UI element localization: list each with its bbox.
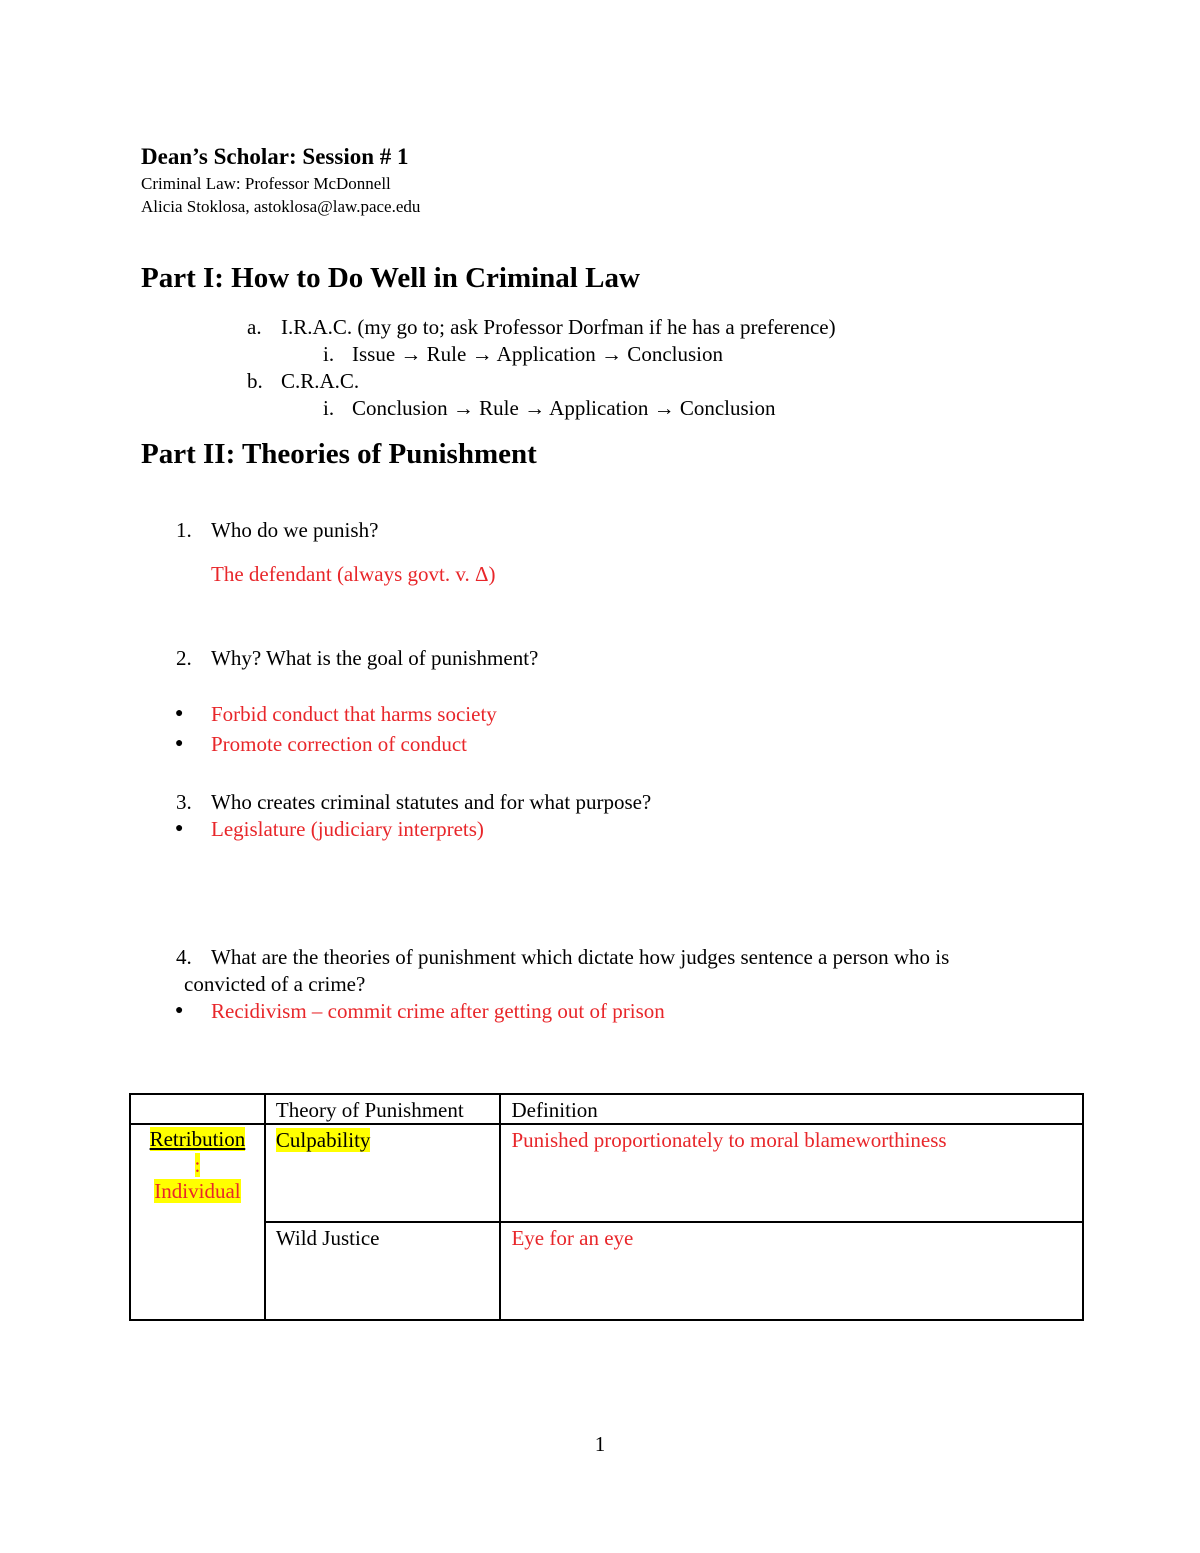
question-number: 3. — [176, 790, 192, 814]
bullet-icon: ● — [175, 1003, 184, 1018]
category-label: Retribution — [149, 1127, 246, 1151]
list-item-crac: C.R.A.C. — [281, 369, 360, 393]
category-sublabel: Individual — [154, 1179, 241, 1203]
list-subitem-crac-flow: Conclusion → Rule → Application → Conclusion — [352, 396, 776, 420]
question-number: 2. — [176, 646, 192, 670]
document-title: Dean’s Scholar: Session # 1 — [141, 144, 409, 169]
table-row — [130, 1222, 1083, 1320]
list-marker-b: b. — [247, 369, 263, 393]
category-separator: : — [194, 1153, 201, 1177]
answer-text: Legislature (judiciary interprets) — [211, 817, 484, 841]
list-subitem-irac-flow: Issue → Rule → Application → Conclusion — [352, 342, 723, 366]
list-item-irac: I.R.A.C. (my go to; ask Professor Dorfman if he has a preference) — [281, 315, 836, 339]
definition-cell: Eye for an eye — [500, 1222, 1083, 1320]
theory-cell: Wild Justice — [265, 1222, 501, 1320]
category-cell — [130, 1124, 265, 1320]
question-text-continued: convicted of a crime? — [184, 972, 366, 996]
question-text: Who creates criminal statutes and for what purpose? — [211, 790, 652, 814]
definition-cell: Punished proportionately to moral blameworthiness — [500, 1124, 1083, 1222]
answer-text: Forbid conduct that harms society — [211, 702, 497, 726]
question-number: 4. — [176, 945, 192, 969]
theory-name: Culpability — [275, 1128, 371, 1152]
list-marker-i: i. — [323, 396, 335, 420]
answer-text: Recidivism – commit crime after getting out of prison — [211, 999, 665, 1023]
answer-text: The defendant (always govt. v. Δ) — [211, 562, 496, 586]
theory-cell — [265, 1124, 501, 1222]
table-row — [130, 1124, 1083, 1222]
list-marker-a: a. — [247, 315, 262, 339]
bullet-icon: ● — [175, 821, 184, 836]
table-header-definition: Definition — [500, 1094, 1083, 1124]
table-header-cell-empty — [130, 1094, 265, 1124]
course-line: Criminal Law: Professor McDonnell — [141, 174, 391, 193]
page-number: 1 — [594, 1432, 606, 1456]
table-header-row — [130, 1094, 1083, 1124]
answer-text: Promote correction of conduct — [211, 732, 467, 756]
question-number: 1. — [176, 518, 192, 542]
question-text: What are the theories of punishment which dictate how judges sentence a person who is — [211, 945, 950, 969]
table-header-theory: Theory of Punishment — [265, 1094, 501, 1124]
author-line: Alicia Stoklosa, astoklosa@law.pace.edu — [141, 197, 421, 216]
theories-table — [129, 1093, 1084, 1321]
part1-heading: Part I: How to Do Well in Criminal Law — [141, 262, 640, 294]
list-marker-i: i. — [323, 342, 335, 366]
question-text: Why? What is the goal of punishment? — [211, 646, 539, 670]
bullet-icon: ● — [175, 706, 184, 721]
question-text: Who do we punish? — [211, 518, 379, 542]
part2-heading: Part II: Theories of Punishment — [141, 438, 537, 470]
bullet-icon: ● — [175, 736, 184, 751]
